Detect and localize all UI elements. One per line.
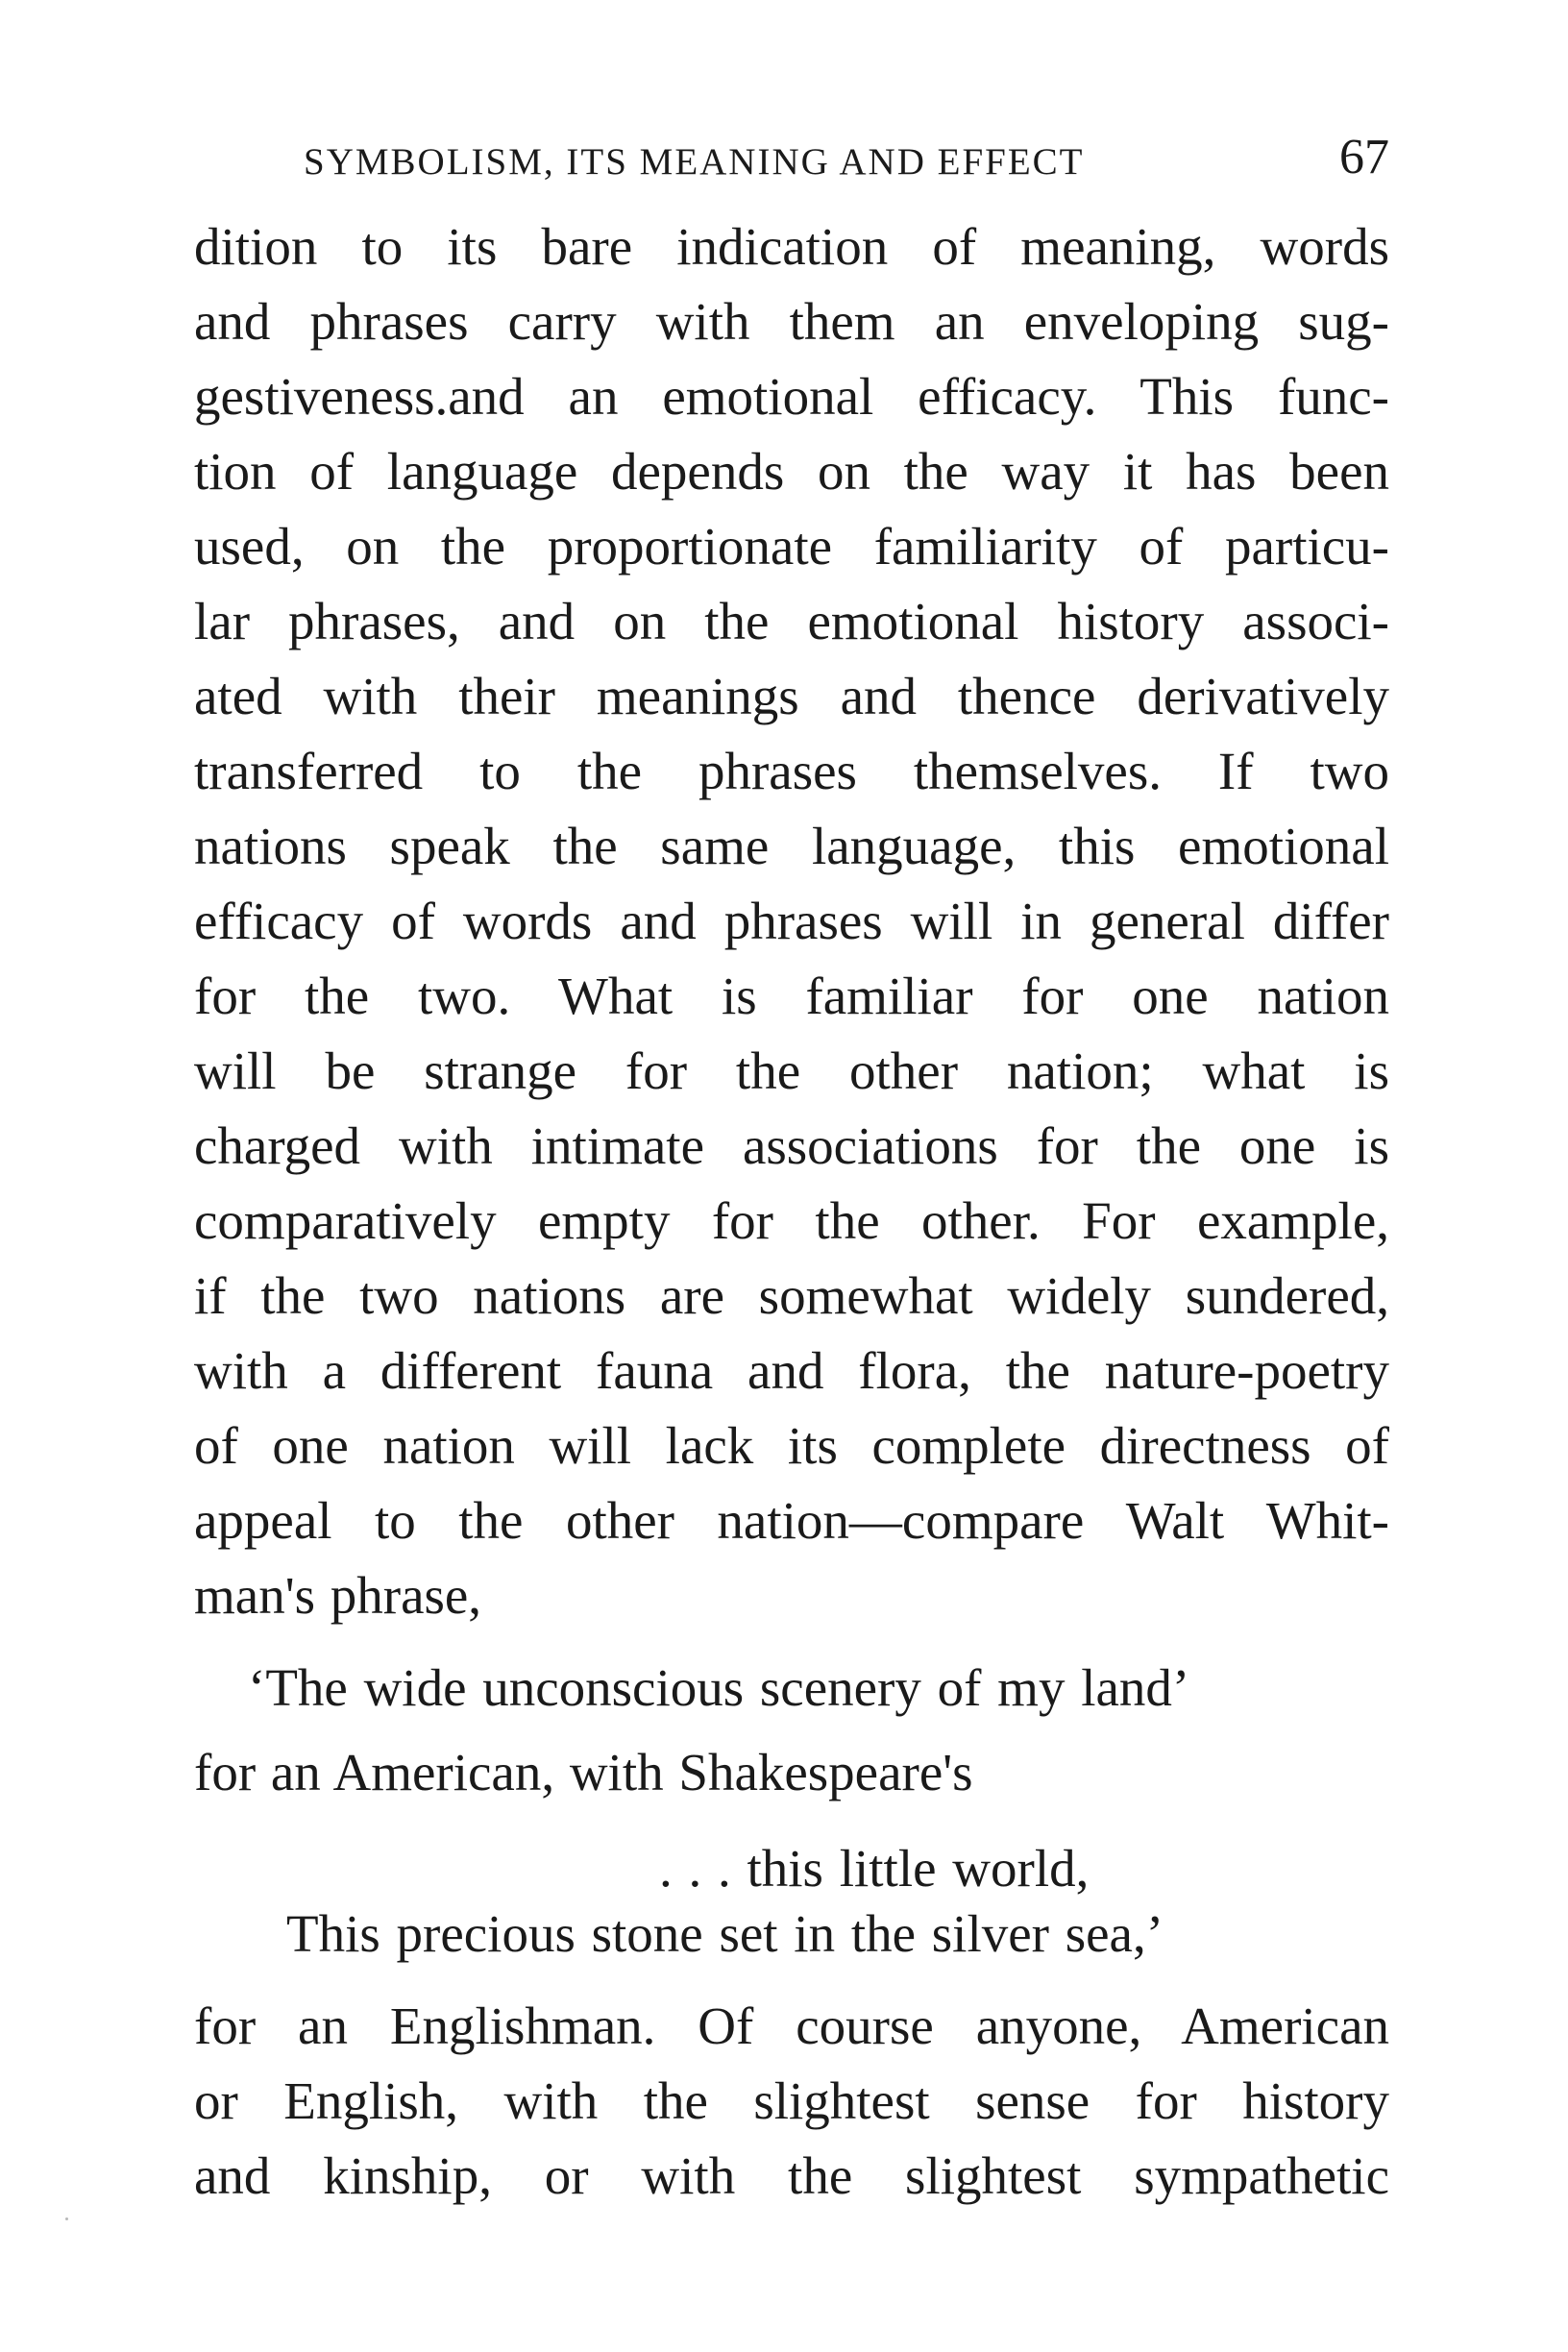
text-line: efficacy of words and phrases will in general differ	[194, 892, 1389, 950]
text-line: nations speak the same language, this emotional	[194, 817, 1389, 875]
text-line: and phrases carry with them an enveloping sug-	[194, 292, 1389, 351]
text-line: lar phrases, and on the emotional history associ-	[194, 592, 1389, 650]
text-line: will be strange for the other nation; what is	[194, 1041, 1389, 1100]
text-line: dition to its bare indication of meaning, words	[194, 217, 1389, 276]
text-line: man's phrase,	[194, 1566, 482, 1625]
text-line: charged with intimate associations for the one is	[194, 1116, 1389, 1175]
quote-shakespeare-line-1: . . . this little world,	[659, 1839, 1090, 1898]
running-title: SYMBOLISM, ITS MEANING AND EFFECT	[304, 141, 1085, 183]
text-line: comparatively empty for the other. For example,	[194, 1191, 1389, 1250]
text-line: transferred to the phrases themselves. If two	[194, 742, 1389, 800]
text-line: ated with their meanings and thence derivatively	[194, 667, 1389, 725]
text-line: and kinship, or with the slightest sympathetic	[194, 2146, 1389, 2205]
text-line: gestiveness.and an emotional efficacy. This func-	[194, 367, 1389, 426]
quote-shakespeare-line-2: This precious stone set in the silver sea,’	[286, 1904, 1164, 1963]
text-line: for an Englishman. Of course anyone, American	[194, 1997, 1389, 2055]
text-line: of one nation will lack its complete directness of	[194, 1416, 1389, 1475]
text-line: or English, with the slightest sense for history	[194, 2071, 1389, 2130]
text-line: appeal to the other nation—compare Walt Whit-	[194, 1491, 1389, 1550]
running-head	[304, 129, 1389, 206]
text-line: with a different fauna and flora, the nature-poetry	[194, 1341, 1389, 1400]
text-line: used, on the proportionate familiarity of particu-	[194, 517, 1389, 576]
scan-speck	[65, 2217, 68, 2220]
text-line: for an American, with Shakespeare's	[194, 1743, 973, 1801]
text-line: if the two nations are somewhat widely sundered,	[194, 1266, 1389, 1325]
page-number: 67	[1339, 130, 1389, 184]
quote-whitman: ‘The wide unconscious scenery of my land’	[248, 1658, 1190, 1717]
text-line: tion of language depends on the way it has been	[194, 442, 1389, 501]
text-line: for the two. What is familiar for one nation	[194, 967, 1389, 1025]
